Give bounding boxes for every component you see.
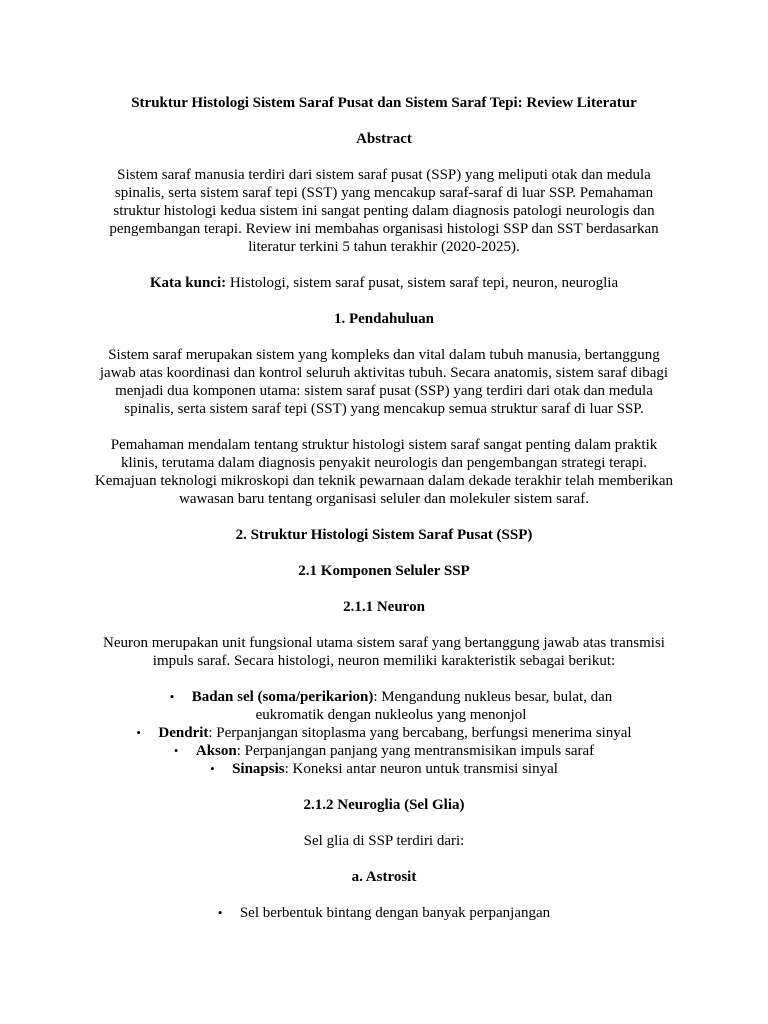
list-item: [92, 688, 676, 724]
section-2-1-2-heading: 2.1.2 Neuroglia (Sel Glia): [303, 797, 465, 813]
keywords: [92, 274, 676, 292]
bullet-icon: •: [217, 905, 223, 920]
section-1-heading: 1. Pendahuluan: [333, 311, 435, 327]
bullet-icon: •: [173, 743, 179, 758]
section-1-paragraph-2: Pemahaman mendalam tentang struktur histologi sistem saraf sangat penting dalam praktik klinis, terutama dalam diagnosis penyakit neurologis dan pengembangan strategi terapi. Kemajuan teknologi mikroskopi dan teknik pewarnaan dalam dekade terakhir telah memberikan wawasan baru tentang organisasi seluler dan molekuler sistem saraf.: [94, 437, 674, 507]
neuroglia-intro-text: Sel glia di SSP terdiri dari:: [303, 833, 465, 849]
list-item-term: Akson: [195, 743, 237, 759]
list-item: [92, 760, 676, 778]
list-item-text: Sel berbentuk bintang dengan banyak perpanjangan: [239, 905, 551, 921]
keywords-label: Kata kunci:: [149, 275, 227, 291]
list-item-term: Badan sel (soma/perikarion): [191, 689, 374, 705]
list-item-desc: : Koneksi antar neuron untuk transmisi sinyal: [284, 761, 558, 777]
list-item-desc: : Perpanjangan sitoplasma yang bercabang, berfungsi menerima sinyal: [208, 725, 632, 741]
section-2-1-heading: 2.1 Komponen Seluler SSP: [298, 563, 470, 579]
neuron-list: [92, 688, 676, 778]
list-item-term: Dendrit: [158, 725, 209, 741]
document-title: Struktur Histologi Sistem Saraf Pusat dan Sistem Saraf Tepi: Review Literatur: [131, 95, 637, 111]
abstract-heading: Abstract: [356, 131, 412, 147]
section-1-paragraph-1: Sistem saraf merupakan sistem yang kompleks dan vital dalam tubuh manusia, bertanggung jawab atas koordinasi dan kontrol seluruh aktivitas tubuh. Secara anatomis, sistem saraf dibagi menjadi dua komponen utama: sistem saraf pusat (SSP) yang terdiri dari otak dan medula spinalis, serta sistem saraf tepi (SST) yang mencakup semua struktur saraf di luar SSP.: [99, 347, 669, 417]
neuron-intro-text: Neuron merupakan unit fungsional utama sistem saraf yang bertanggung jawab atas transmisi impuls saraf. Secara histologi, neuron memiliki karakteristik sebagai berikut:: [103, 635, 665, 669]
bullet-icon: •: [136, 725, 141, 740]
section-2-1-1-heading: 2.1.1 Neuron: [343, 599, 425, 615]
list-item: [92, 724, 676, 742]
bullet-icon: •: [169, 689, 175, 704]
document-page: [92, 94, 676, 940]
list-item-desc: : Mengandung nukleus besar, bulat, dan eukromatik dengan nukleolus yang menonjol: [255, 689, 613, 723]
list-item: [92, 904, 676, 922]
section-2-heading: 2. Struktur Histologi Sistem Saraf Pusat (SSP): [235, 527, 533, 543]
list-item-term: Sinapsis: [232, 761, 285, 777]
list-item: [92, 742, 676, 760]
bullet-icon: •: [210, 761, 215, 776]
abstract-text: Sistem saraf manusia terdiri dari sistem saraf pusat (SSP) yang meliputi otak dan medula spinalis, serta sistem saraf tepi (SST) yang mencakup saraf-saraf di luar SSP. Pemahaman struktur histologi kedua sistem ini sangat penting dalam diagnosis patologi neurologis dan pengembangan terapi. Review ini membahas organisasi histologi SSP dan SST berdasarkan literatur terkini 5 tahun terakhir (2020-2025).: [109, 167, 659, 255]
keywords-text: Histologi, sistem saraf pusat, sistem saraf tepi, neuron, neuroglia: [226, 275, 619, 291]
list-item-desc: : Perpanjangan panjang yang mentransmisikan impuls saraf: [236, 743, 595, 759]
astrosit-list: [92, 904, 676, 922]
astrosit-heading: a. Astrosit: [351, 869, 417, 885]
